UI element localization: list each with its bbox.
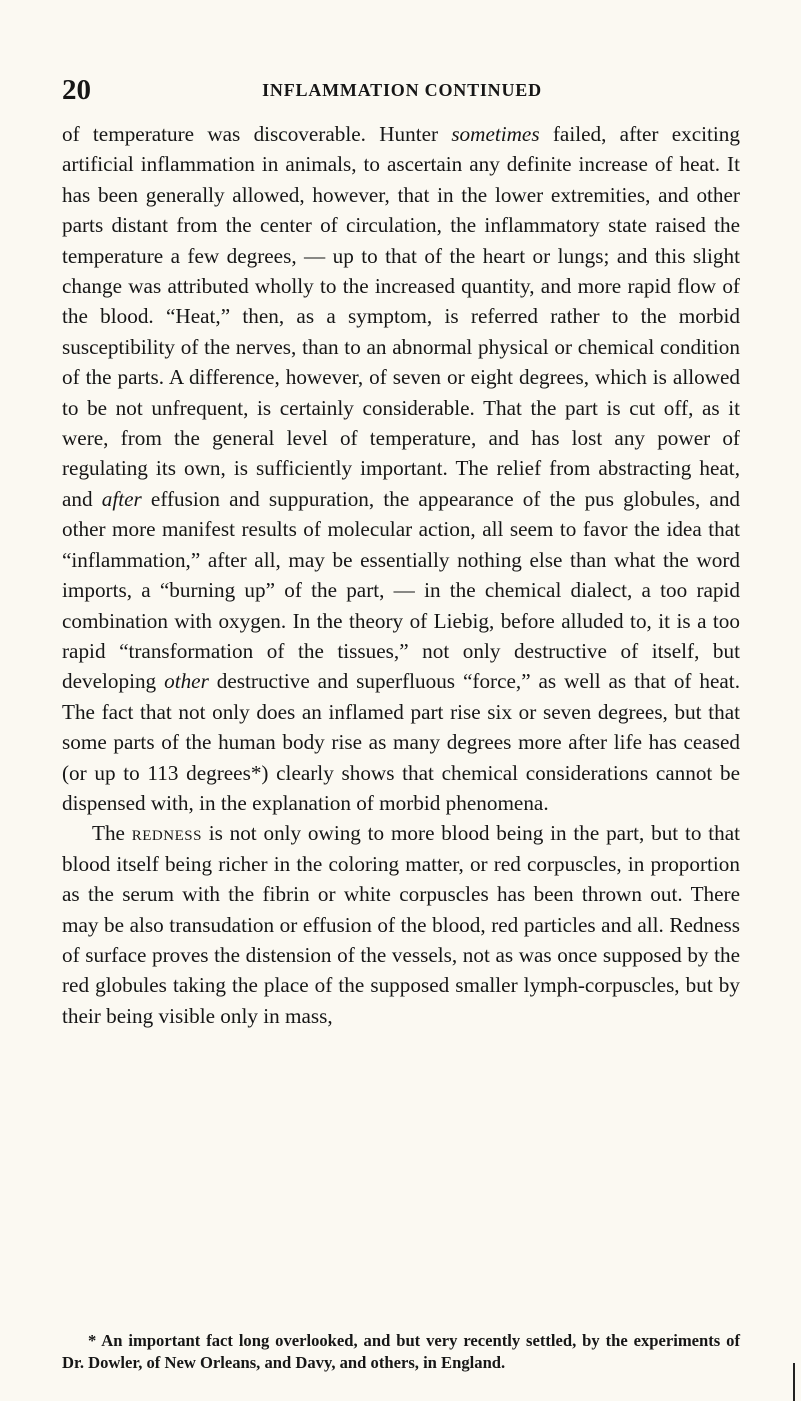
footnote-text: * An important fact long overlooked, and but very recently settled, by the experiments of Dr. Dowler, of New Orleans, and Davy, and others, in England.: [62, 1331, 740, 1372]
body-text: [62, 119, 740, 1031]
text-span: The: [92, 821, 132, 846]
small-caps-redness: redness: [131, 821, 202, 846]
text-span: is not only owing to more blood being in the part, but to that blood itself being richer in the coloring matter, or red corpuscles, in proportion as the serum with the fibrin or white corpuscles has been thrown out. There may be also transudation or effusion of the blood, red particles and all. Redness of surface proves the distension of the vessels, not as was once supposed by the red globules taking the place of the supposed smaller lymph-corpuscles, but by their being visible only in mass,: [62, 821, 740, 1028]
emphasis-after: after: [101, 486, 142, 511]
text-span: destructive and superfluous “force,” as well as that of heat. The fact that not only does an inflamed part rise six or seven degrees, but that some parts of the human body rise as many degrees more after life has ceased (or up to 113 degrees*) clearly shows that chemical considerations cannot be dispensed with, in the explanation of morbid phenomena.: [62, 669, 740, 815]
page-edge-mark: [793, 1363, 795, 1401]
footnote: [62, 1330, 740, 1374]
text-span: of temperature was discoverable. Hunter: [62, 122, 452, 146]
emphasis-sometimes: sometimes: [451, 122, 540, 146]
paragraph-temperature: [62, 119, 740, 818]
paragraph-redness: [62, 818, 740, 1031]
text-span: effusion and suppuration, the appearance of the pus globules, and other more manifest results of molecular action, all seem to favor the idea that “inflammation,” after all, may be essentially nothing else than what the word imports, a “burning up” of the part, — in the chemical dialect, a too rapid combination with oxygen. In the theory of Liebig, before alluded to, it is a too rapid “transformation of the tissues,” not only destructive of itself, but developing: [62, 486, 741, 694]
text-span: failed, after exciting artificial inflammation in animals, to ascertain any definite increase of heat. It has been generally allowed, however, that in the lower extremities, and other parts distant from the center of circulation, the inflammatory state raised the temperature a few degrees, — up to that of the heart or lungs; and this slight change was attributed wholly to the increased quantity, and more rapid flow of the blood. “Heat,” then, as a symptom, is referred rather to the morbid susceptibility of the nerves, than to an abnormal physical or chemical condition of the parts. A difference, however, of seven or eight degrees, which is allowed to be not unfrequent, is certainly considerable. That the part is cut off, as it were, from the general level of temperature, and has lost any power of regulating its own, is sufficiently important. The relief from abstracting heat, and: [62, 122, 740, 511]
running-title: INFLAMMATION CONTINUED: [262, 80, 542, 100]
page-number: 20: [62, 74, 91, 106]
page-header: [62, 74, 742, 106]
emphasis-other: other: [164, 669, 209, 694]
